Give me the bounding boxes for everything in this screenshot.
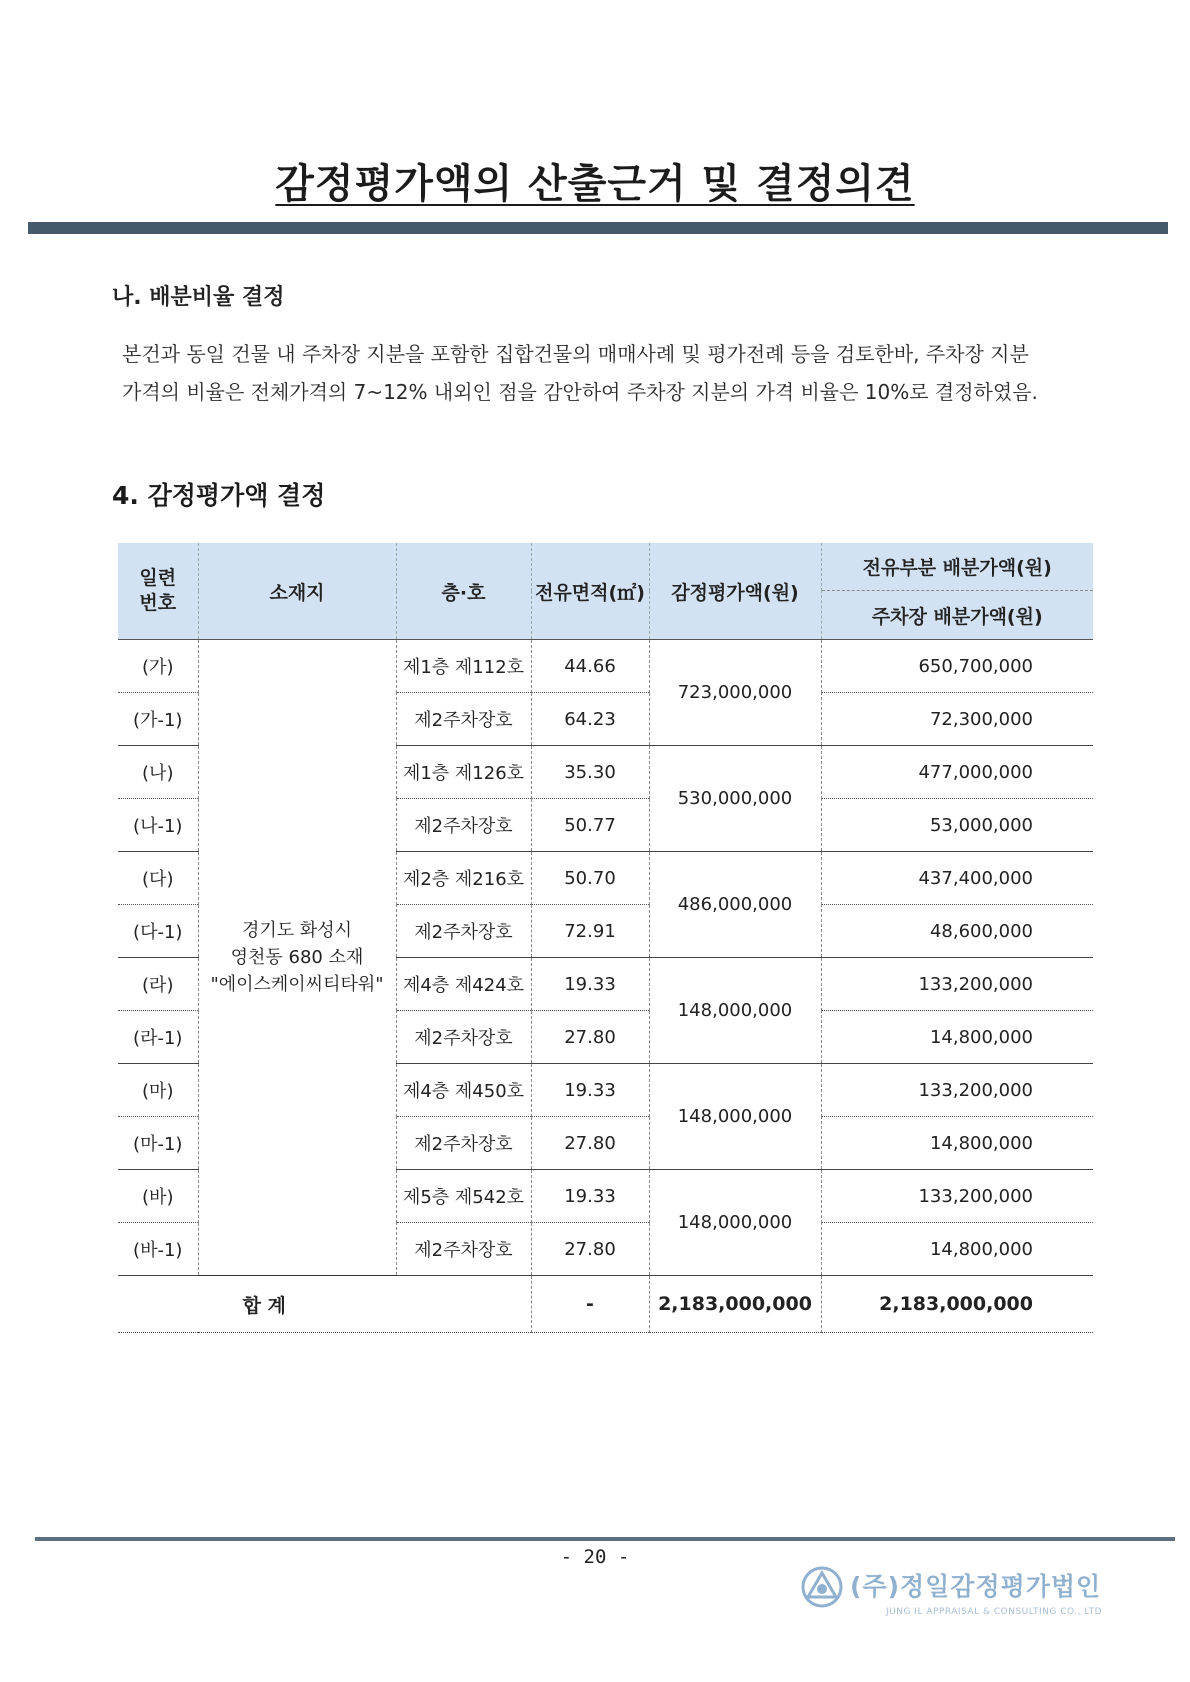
serial-cell: (다-1) — [118, 905, 198, 958]
serial-cell: (마) — [118, 1064, 198, 1117]
appraisal-cell: 530,000,000 — [649, 746, 821, 852]
page-title: 감정평가액의 산출근거 및 결정의견 — [275, 161, 915, 207]
unit-cell: 제4층 제450호 — [396, 1064, 531, 1117]
area-cell: 27.80 — [531, 1011, 649, 1064]
location-line: 영천동 680 소재 — [230, 947, 364, 968]
header-parking-allocation: 주차장 배분가액(원) — [821, 591, 1093, 640]
header-exclusive-allocation: 전유부분 배분가액(원) — [821, 543, 1093, 591]
serial-cell: (마-1) — [118, 1117, 198, 1170]
serial-cell: (가) — [118, 640, 198, 693]
area-cell: 35.30 — [531, 746, 649, 799]
unit-cell: 제2주차장호 — [396, 1223, 531, 1276]
header-appraisal: 감정평가액(원) — [649, 543, 821, 640]
header-location: 소재지 — [198, 543, 396, 640]
total-row — [118, 1276, 1093, 1333]
area-cell: 19.33 — [531, 1064, 649, 1117]
allocation-cell: 650,700,000 — [821, 640, 1093, 693]
appraisal-cell: 148,000,000 — [649, 1064, 821, 1170]
unit-cell: 제1층 제112호 — [396, 640, 531, 693]
area-cell: 64.23 — [531, 693, 649, 746]
location-line: 경기도 화성시 — [241, 920, 353, 941]
header-floor-unit: 층·호 — [396, 543, 531, 640]
allocation-cell: 14,800,000 — [821, 1117, 1093, 1170]
allocation-cell: 48,600,000 — [821, 905, 1093, 958]
appraisal-cell: 486,000,000 — [649, 852, 821, 958]
allocation-cell: 53,000,000 — [821, 799, 1093, 852]
location-cell — [198, 640, 396, 1276]
serial-cell: (다) — [118, 852, 198, 905]
allocation-cell: 14,800,000 — [821, 1011, 1093, 1064]
subsection-paragraph — [122, 335, 1102, 411]
allocation-cell: 14,800,000 — [821, 1223, 1093, 1276]
unit-cell: 제4층 제424호 — [396, 958, 531, 1011]
area-cell: 27.80 — [531, 1223, 649, 1276]
unit-cell: 제2주차장호 — [396, 1011, 531, 1064]
table-row — [118, 640, 1093, 693]
company-name: (주)정일감정평가법인 — [850, 1572, 1102, 1601]
allocation-cell: 437,400,000 — [821, 852, 1093, 905]
unit-cell: 제2층 제216호 — [396, 852, 531, 905]
unit-cell: 제2주차장호 — [396, 799, 531, 852]
allocation-cell: 133,200,000 — [821, 1170, 1093, 1223]
area-cell: 27.80 — [531, 1117, 649, 1170]
serial-cell: (바) — [118, 1170, 198, 1223]
total-appraisal: 2,183,000,000 — [649, 1276, 821, 1333]
allocation-cell: 133,200,000 — [821, 1064, 1093, 1117]
area-cell: 50.77 — [531, 799, 649, 852]
unit-cell: 제2주차장호 — [396, 693, 531, 746]
appraisal-cell: 723,000,000 — [649, 640, 821, 746]
area-cell: 19.33 — [531, 958, 649, 1011]
total-allocation: 2,183,000,000 — [821, 1276, 1093, 1333]
company-logo-icon — [800, 1565, 844, 1609]
header-serial: 일련번호 — [118, 543, 198, 640]
area-cell: 19.33 — [531, 1170, 649, 1223]
unit-cell: 제1층 제126호 — [396, 746, 531, 799]
subsection-heading: 나. 배분비율 결정 — [112, 285, 285, 310]
page-number: - 20 - — [560, 1546, 630, 1568]
serial-cell: (나-1) — [118, 799, 198, 852]
allocation-cell: 133,200,000 — [821, 958, 1093, 1011]
unit-cell: 제2주차장호 — [396, 1117, 531, 1170]
paragraph-line: 본건과 동일 건물 내 주차장 지분을 포함한 집합건물의 매매사례 및 평가전례 등을 검토한바, 주차장 지분 — [122, 342, 1029, 366]
appraisal-cell: 148,000,000 — [649, 958, 821, 1064]
serial-cell: (나) — [118, 746, 198, 799]
section-heading: 4. 감정평가액 결정 — [112, 481, 326, 510]
company-mark — [800, 1565, 1120, 1635]
serial-cell: (바-1) — [118, 1223, 198, 1276]
area-cell: 72.91 — [531, 905, 649, 958]
allocation-cell: 477,000,000 — [821, 746, 1093, 799]
company-subtitle: JUNG IL APPRAISAL & CONSULTING CO., LTD — [886, 1607, 1103, 1617]
serial-cell: (라-1) — [118, 1011, 198, 1064]
table-header-row — [118, 543, 1093, 591]
footer-rule — [35, 1537, 1175, 1541]
location-line: "에이스케이씨티타워" — [210, 974, 384, 995]
allocation-cell: 72,300,000 — [821, 693, 1093, 746]
area-cell: 44.66 — [531, 640, 649, 693]
unit-cell: 제2주차장호 — [396, 905, 531, 958]
unit-cell: 제5층 제542호 — [396, 1170, 531, 1223]
area-cell: 50.70 — [531, 852, 649, 905]
header-area: 전유면적(㎡) — [531, 543, 649, 640]
paragraph-line: 가격의 비율은 전체가격의 7~12% 내외인 점을 감안하여 주차장 지분의 가격 비율은 10%로 결정하였음. — [122, 380, 1038, 404]
appraisal-cell: 148,000,000 — [649, 1170, 821, 1276]
valuation-table — [118, 543, 1093, 1333]
total-label: 합 계 — [118, 1276, 531, 1333]
total-area: - — [531, 1276, 649, 1333]
serial-cell: (라) — [118, 958, 198, 1011]
title-rule — [28, 222, 1168, 234]
serial-cell: (가-1) — [118, 693, 198, 746]
